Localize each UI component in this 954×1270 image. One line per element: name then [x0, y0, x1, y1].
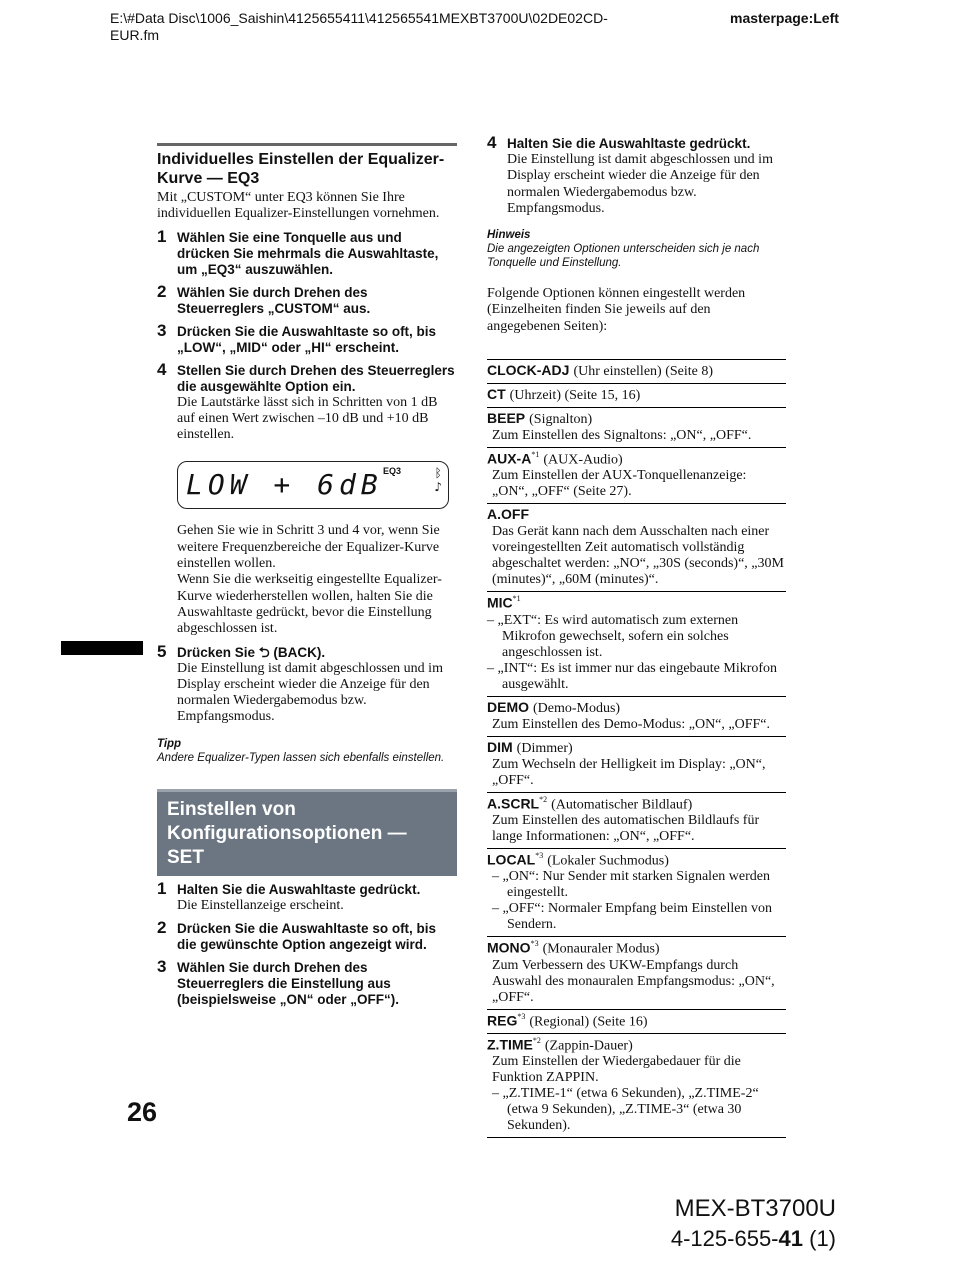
option-key: LOCAL — [487, 851, 536, 868]
step-title: Wählen Sie durch Drehen des Steuerreglers die Einstellung aus (beispielsweise „ON“ oder „OFF“). — [177, 960, 400, 1008]
eq3-after-display-1: Gehen Sie wie in Schritt 3 und 4 vor, wenn Sie weitere Frequenzbereiche der Equalizer-Kurve einstellen wollen. — [177, 523, 440, 572]
step-description: Die Einstellung ist damit abgeschlossen und im Display erscheint wieder die Anzeige für den normalen Wiedergabemodus bzw. Empfangsmodus. — [177, 660, 443, 725]
step-title: Halten Sie die Auswahltaste gedrückt. — [507, 136, 751, 151]
bluetooth-icon: ᛒ — [434, 466, 442, 481]
step-title-pre: Drücken Sie — [177, 644, 256, 660]
display-icons — [434, 466, 442, 494]
set-step-2 — [157, 918, 457, 953]
option-key: A.OFF — [487, 506, 529, 523]
option-demo — [487, 696, 786, 736]
option-dim — [487, 736, 786, 792]
part-number-prefix: 4-125-655- — [670, 1226, 779, 1251]
part-number — [621, 1225, 836, 1253]
option-desc: (AUX-Audio) — [543, 452, 623, 468]
option-key: DIM — [487, 738, 513, 755]
option-key: REG — [487, 1012, 518, 1029]
footnote-ref: *3 — [535, 851, 544, 861]
option-desc: (Automatischer Bildlauf) — [551, 797, 693, 813]
display-text: LOW + 6dB — [186, 468, 383, 502]
display-eq-label: EQ3 — [383, 466, 402, 477]
step-title-post: (BACK). — [273, 644, 326, 660]
step-description: Die Einstellung ist damit abgeschlossen und im Display erscheint wieder die Anzeige für den normalen Wiedergabemodus bzw. Empfangsmodus. — [507, 152, 773, 216]
step-title: Halten Sie die Auswahltaste gedrückt. — [177, 881, 421, 897]
step-title: Wählen Sie eine Tonquelle aus und drücken Sie mehrmals die Auswahltaste, um „EQ3“ auszuwählen. — [177, 229, 439, 277]
option-a-scrl — [487, 792, 786, 848]
option-local — [487, 848, 786, 936]
option-text: Zum Einstellen der Wiedergabedauer für die Funktion ZAPPIN. — [492, 1054, 741, 1086]
option-aux-a — [487, 447, 786, 503]
option-key: A.SCRL — [487, 795, 540, 812]
header-file-path: E:\#Data Disc\1006_Saishin\4125655411\412565541MEXBT3700U\02DE02CD-EUR.fm — [110, 10, 608, 43]
hint-heading: Hinweis — [487, 229, 531, 242]
footnote-ref: *2 — [532, 1036, 541, 1046]
option-text: Das Gerät kann nach dem Ausschalten nach einer voreingestellten Zeit automatisch vollständig abgeschaltet werden: „NO“, „30S (seconds)“, „30M (minutes)“, „60M (minutes)“. — [492, 524, 784, 588]
option-text: Zum Wechseln der Helligkeit im Display: „ON“, „OFF“. — [492, 756, 766, 788]
option-text: Zum Einstellen der AUX-Tonquellenanzeige: „ON“, „OFF“ (Seite 27). — [492, 468, 747, 500]
step-description: Die Einstellanzeige erscheint. — [177, 897, 344, 913]
option-key: MONO — [487, 939, 531, 956]
option-key: MIC — [487, 594, 513, 611]
model-number: MEX-BT3700U — [674, 1195, 836, 1222]
step-number: 1 — [157, 878, 167, 898]
section-marker-bar — [61, 641, 143, 655]
option-desc: (Dimmer) — [516, 740, 573, 756]
tip-text: Andere Equalizer-Typen lassen sich ebenfalls einstellen. — [157, 751, 445, 764]
step-number: 3 — [157, 957, 167, 977]
option-desc: (Zappin-Dauer) — [544, 1038, 633, 1054]
eq3-step-5 — [157, 641, 457, 726]
right-column — [487, 133, 786, 1138]
option-reg — [487, 1009, 786, 1033]
back-icon: ⮌ — [258, 644, 270, 660]
option-mic — [487, 591, 786, 695]
option-text: Zum Einstellen des Signaltons: „ON“, „OFF“. — [492, 428, 752, 444]
eq3-step-1 — [157, 226, 457, 278]
step-number: 2 — [157, 918, 167, 938]
part-number-suffix: (1) — [803, 1226, 836, 1251]
eq3-after-display-2: Wenn Sie die werkseitig eingestellte Equalizer-Kurve wiederherstellen wollen, halten Sie die Auswahltaste gedrückt, bevor die Einstellung abgeschlossen ist. — [177, 572, 442, 637]
option-desc: (Monauraler Modus) — [542, 941, 660, 957]
step-number: 3 — [157, 320, 167, 340]
step-title: Drücken Sie die Auswahltaste so oft, bis „LOW“, „MID“ oder „HI“ erscheint. — [177, 323, 437, 355]
option-desc: (Demo-Modus) — [533, 700, 621, 716]
set-step-1 — [157, 878, 457, 914]
display-illustration — [177, 461, 449, 509]
eq3-intro: Mit „CUSTOM“ unter EQ3 können Sie Ihre individuellen Equalizer-Einstellungen vornehmen. — [157, 190, 440, 222]
option-desc: (Uhr einstellen) (Seite 8) — [573, 364, 714, 380]
step-number: 1 — [157, 226, 167, 246]
step-title: Stellen Sie durch Drehen des Steuerreglers die ausgewählte Option ein. — [177, 362, 455, 394]
eq3-step-4 — [157, 359, 457, 444]
set-section-banner: Einstellen von Konfigurationsoptionen — SET — [157, 789, 457, 876]
eq3-step-2 — [157, 281, 457, 317]
option-desc: (Lokaler Suchmodus) — [547, 853, 669, 869]
footnote-ref: *2 — [539, 794, 548, 804]
option-beep — [487, 407, 786, 447]
part-number-bold: 41 — [778, 1226, 803, 1251]
option-dash-item: – „EXT“: Es wird automatisch zum externen Mikrofon gewechselt, sofern ein solches angeschlossen ist. — [487, 612, 739, 660]
footnote-ref: *3 — [517, 1011, 526, 1021]
option-clock-adj — [487, 359, 786, 383]
music-icon: ♪ — [434, 480, 442, 495]
step-number: 5 — [157, 641, 167, 661]
footnote-ref: *1 — [531, 450, 540, 460]
option-text: Zum Einstellen des Demo-Modus: „ON“, „OFF“. — [492, 716, 771, 732]
set-step-4 — [487, 133, 786, 217]
eq3-section — [157, 143, 457, 223]
option-desc: (Regional) (Seite 16) — [529, 1014, 648, 1030]
step-number: 2 — [157, 281, 167, 301]
option-text: Zum Verbessern des UKW-Empfangs durch Auswahl des monauralen Empfangsmodus: „ON“, „OFF“. — [492, 957, 775, 1005]
step-title: Wählen Sie durch Drehen des Steuerreglers „CUSTOM“ aus. — [177, 284, 371, 316]
option-key: CLOCK-ADJ — [487, 362, 570, 379]
option-ct — [487, 383, 786, 407]
step-number: 4 — [157, 359, 167, 379]
option-key: Z.TIME — [487, 1036, 533, 1053]
step-title: Drücken Sie die Auswahltaste so oft, bis die gewünschte Option angezeigt wird. — [177, 921, 437, 953]
set-step-3 — [157, 957, 457, 1008]
options-intro: Folgende Optionen können eingestellt werden (Einzelheiten finden Sie jeweils auf den angegebenen Seiten): — [487, 286, 746, 334]
option-text: Zum Einstellen des automatischen Bildlaufs für lange Informationen: „ON“, „OFF“. — [492, 813, 760, 845]
step-description: Die Lautstärke lässt sich in Schritten von 1 dB auf einen Wert zwischen –10 dB und +10 dB einstellen. — [177, 394, 438, 443]
option-dash-item: – „INT“: Es ist immer nur das eingebaute Mikrofon ausgewählt. — [487, 660, 778, 692]
option-key: BEEP — [487, 410, 526, 427]
header-masterpage: masterpage:Left — [730, 10, 839, 26]
eq3-heading: Individuelles Einstellen der Equalizer-Kurve — EQ3 — [157, 151, 445, 187]
left-column — [157, 143, 457, 1008]
page-number: 26 — [127, 1097, 158, 1127]
option-z-time — [487, 1033, 786, 1138]
tip-heading: Tipp — [157, 737, 182, 750]
option-a-off — [487, 503, 786, 591]
footnote-ref: *3 — [530, 939, 539, 949]
option-key: AUX-A — [487, 450, 532, 467]
step-number: 4 — [487, 133, 497, 152]
footnote-ref: *1 — [512, 594, 521, 604]
option-mono — [487, 936, 786, 1008]
option-dash-item: – „ON“: Nur Sender mit starken Signalen werden eingestellt. — [492, 869, 770, 901]
step-title — [177, 645, 457, 661]
option-dash-item: – „Z.TIME-1“ (etwa 6 Sekunden), „Z.TIME-2“ (etwa 9 Sekunden), „Z.TIME-3“ (etwa 30 Sekunden). — [492, 1086, 759, 1134]
eq3-step-3 — [157, 320, 457, 356]
option-desc: (Signalton) — [529, 412, 593, 428]
option-desc: (Uhrzeit) (Seite 15, 16) — [509, 388, 641, 404]
option-key: DEMO — [487, 698, 529, 715]
option-key: CT — [487, 386, 506, 403]
option-dash-item: – „OFF“: Normaler Empfang beim Einstellen von Sendern. — [492, 901, 772, 933]
hint-text: Die angezeigten Optionen unterscheiden sich je nach Tonquelle und Einstellung. — [487, 243, 760, 270]
